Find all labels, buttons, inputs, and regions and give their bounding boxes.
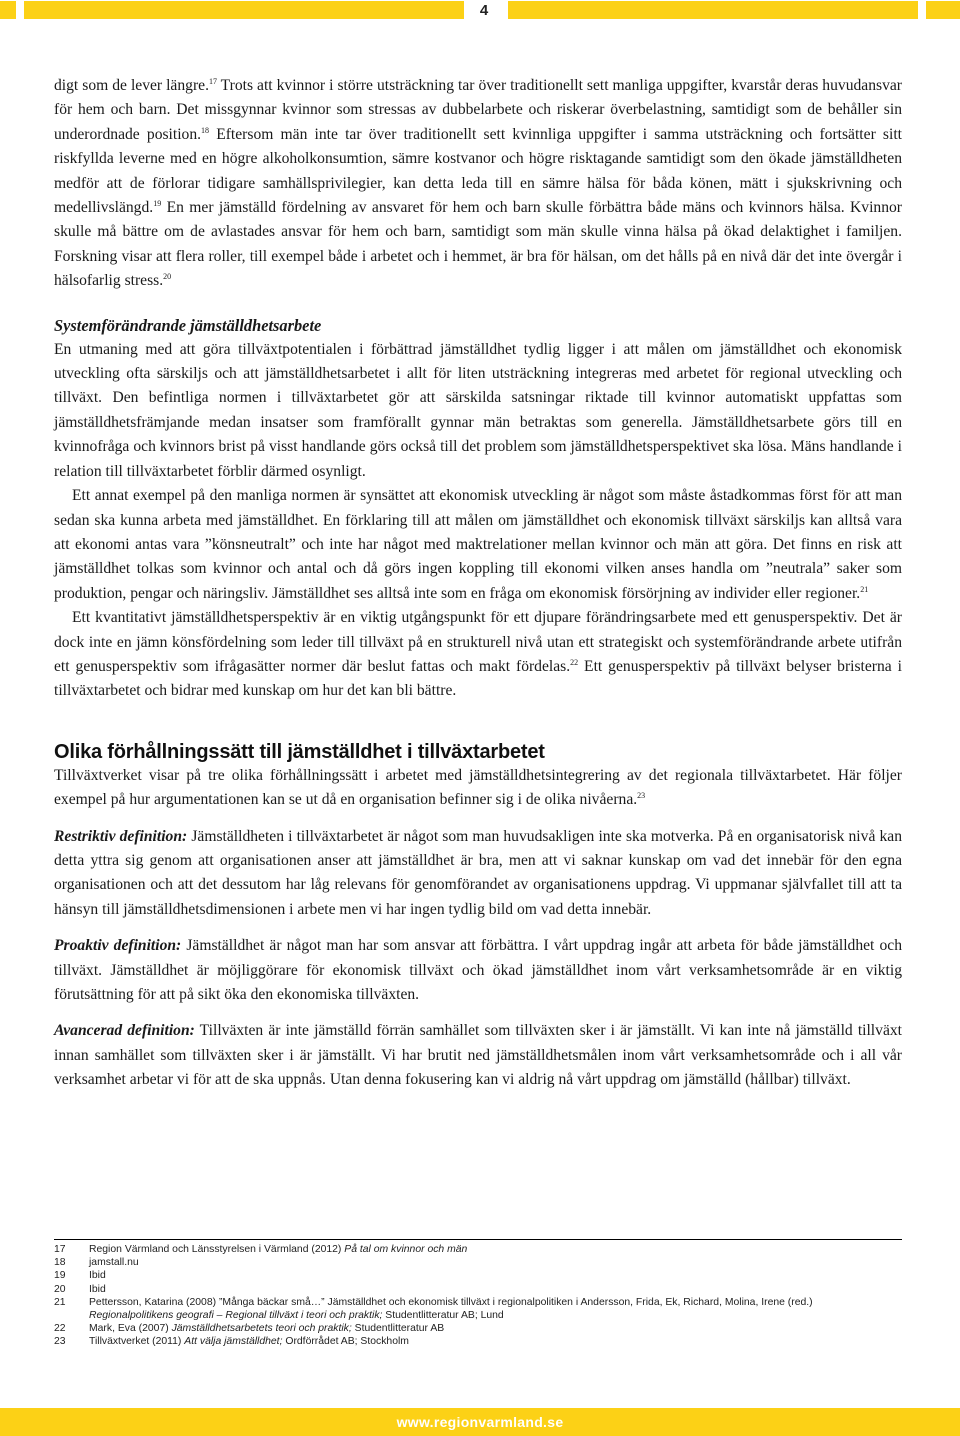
footnote-17: 17 Region Värmland och Länsstyrelsen i Värmland (2012) På tal om kvinnor och män (54, 1244, 468, 1255)
footer-website-link[interactable]: www.regionvarmland.se (396, 1414, 564, 1430)
footnote-22: 22 Mark, Eva (2007) Jämställdhetsarbetets teori och praktik; Studentlitteratur AB (54, 1323, 445, 1335)
footnote-ref[interactable]: 17 (208, 77, 217, 86)
header-accent-bar (508, 1, 918, 19)
footnote-19: 19 Ibid (54, 1270, 106, 1282)
intro-paragraph: digt som de lever längre.$^{17}$ Trots att kvinnor i större utsträckning tar över traditionellt sett manliga uppgifter, kvarstår deras huvudansvar för hem och barn. Det missgynnar kvinnor som stressas av dubbelarbete och riskerar överbelastning, samtidigt som de behåller sin underordnade position.$^{18}$ Eftersom män inte tar över traditionellt sett kvinnliga uppgifter i samma utsträckning och fortsätter sitt riskfyllda leverne med en högre alkoholkonsumtion, sämre kostvanor och högre risktagande samtidigt som den ökade jämställdheten medför att de förlorar tidigare samhällsprivilegier, kan detta leda till en sämre hälsa för båda könen, mätt i sjukskrivning och medellivslängd.$^{19}$ En mer jämställd fördelning av ansvaret för hem och barn skulle förbättra både mäns och kvinnors hälsa. Kvinnor skulle må bättre om de avlastades ansvar för hem och barn, samtidigt som män skulle vinna hälsa på ökad delaktighet i familjen. Forskning visar att flera roller, till exempel både i arbetet och i hemmet, är bra för hälsan, om det hålls på en nivå där det inte övergår i hälsofarlig stress.$^{20}$ (54, 77, 902, 290)
main-heading: Olika förhållningssätt till jämställdhet i tillväxtarbetet (54, 740, 545, 763)
footnote-ref[interactable]: 22 (570, 657, 579, 667)
footnote-ref[interactable]: 20 (163, 272, 172, 282)
footnote-ref[interactable]: 18 (201, 125, 210, 135)
header-accent-bar (926, 1, 960, 19)
body-paragraph: En utmaning med att göra tillväxtpotentialen i förbättrad jämställdhet tydlig ligger i att målen om jämställdhet och ekonomisk utveckling ofta särskiljs och att jämställdhetsarbetet i allt för liten utsträckning integreras med arbetet för regional utveckling och tillväxt. Den befintliga normen i tillväxtarbetet gör att särskilda satsningar riktade till kvinnor automatiskt uppfattas som jämställdhetsfrämjande medan insatser som framförallt gynnar män betraktas som generella. Jämställdhetsarbete görs till en kvinnofråga och kvinnors brist på visst handlande görs också till det problem som jämställdhetsperspektivet ska lösa. Mäns handlande i relation till tillväxtarbetet förblir därmed osynligt. (54, 340, 902, 480)
footnote-20: 20 Ibid (54, 1283, 106, 1295)
body-paragraph: Ett annat exempel på den manliga normen är synsättet att ekonomisk utveckling är något som måste åstadkommas först för att man sedan ska kunna arbeta med jämställdhet. En förklaring till att målen om jämställdhet och ekonomisk tillväxt särskiljs kan alltså vara att ekonomi antas vara ”könsneutralt” och inte har något med maktrelationer mellan kvinnor och män att göra. Det finns en risk att jämställdhet tolkas som kvinnor och antal och då görs ingen koppling till ekonomi vilken anses handla om ”neutrala” saker som produktion, pengar och näringsliv. Jämställdhet ses alltså inte som en fråga om ekonomisk försörjning av individer eller regioner.$^{21}$ (54, 487, 902, 602)
definition-label: Restriktiv definition: (54, 827, 188, 845)
footnote-18: 18 jamstall.nu (54, 1256, 902, 1269)
definition-avancerad: Avancerad definition: Tillväxten är inte jämställd förrän samhället som tillväxten sker i är jämställt. Vi kan inte nå jämställd tillväxt innan samhället som tillväxten sker i är jämställt. Vi har brutit ned jämställdhetsmålen inom vårt verksamhetsområde och i all vår verksamhet arbetar vi för att de ska uppnås. Utan denna fokusering kan vi aldrig nå vårt uppdrag om jämställd (hållbar) tillväxt. (54, 1022, 902, 1089)
main-content (54, 74, 902, 1093)
section-heading: Systemförändrande jämställdhetsarbete (54, 315, 322, 335)
definition-proaktiv: Proaktiv definition: Jämställdhet är något man har som ansvar att förbättra. I vårt uppdrag ingår att arbeta för både jämställdhet och tillväxt. Jämställdhet är möjliggörare för ekonomisk tillväxt och ökad jämställdhet inom vårt verksamhetsområde är en viktig förutsättning för att på sikt öka den ekonomiska tillväxten. (54, 937, 903, 1003)
footnote-ref[interactable]: 21 (860, 584, 869, 594)
footnote-ref[interactable]: 19 (153, 199, 162, 209)
footnote-23: 23 Tillväxtverket (2011) Att välja jämställdhet; Ordförrådet AB; Stockholm (54, 1336, 409, 1348)
page-number: 4 (479, 2, 489, 19)
body-paragraph: Ett kvantitativt jämställdhetsperspektiv är en viktig utgångspunkt för ett djupare förändringsarbete med ett genusperspektiv. Det är dock inte en jämn könsfördelning som leder till tillväxt på en strukturell nivå utan ett strategiskt och systemförändrande arbete utifrån ett genusperspektiv som ifrågasätter normer där beslut fattas och makt fördelas.$^{22}$ Ett genusperspektiv på tillväxt belyser bristerna i tillväxtarbetet och bidrar med kunskap om hur det kan bli bättre. (54, 609, 902, 700)
header-accent-bar (0, 1, 16, 19)
top-bar (0, 0, 960, 22)
footnote-ref[interactable]: 23 (637, 791, 646, 801)
body-paragraph: Tillväxtverket visar på tre olika förhållningssätt i arbetet med jämställdhetsintegrering av det regionala tillväxtarbetet. Här följer exempel på hur argumentationen kan se ut då en organisation befinner sig i de olika nivåerna.$^{23}$ (54, 766, 902, 809)
definition-restriktiv: Restriktiv definition: Jämställdheten i tillväxtarbetet är något som man huvudsakligen inte ska motverka. På en organisatorisk nivå kan detta yttra sig genom att organisationen anser att jämställdhet är bra, men att vi saknar kunskap om vad det innebär för den egna organisationen och att det dessutom har låg relevans för genomförandet av organisationens uppdrag. Vi uppmanar självfallet till att ta hänsyn till jämställdhetsdimensionen i arbete men vi har ingen tydlig bild om vad detta innebär. (54, 827, 902, 918)
footnote-21: 21 Pettersson, Katarina (2008) ”Många bäckar små…” Jämställdhet och ekonomisk tillväxt i regionalpolitiken i Andersson, Frida, Ek, Richard, Molina, Irene (red.) Regionalpolitikens geografi – Regional tillväxt i teori och praktik; Studentlitteratur AB; Lund (54, 1296, 813, 1322)
definition-label: Proaktiv definition: (54, 937, 182, 955)
footnote-link[interactable]: jamstall.nu (89, 1257, 139, 1269)
definition-label: Avancerad definition: (54, 1022, 195, 1040)
footnotes (54, 1239, 902, 1349)
header-accent-bar (24, 1, 464, 19)
